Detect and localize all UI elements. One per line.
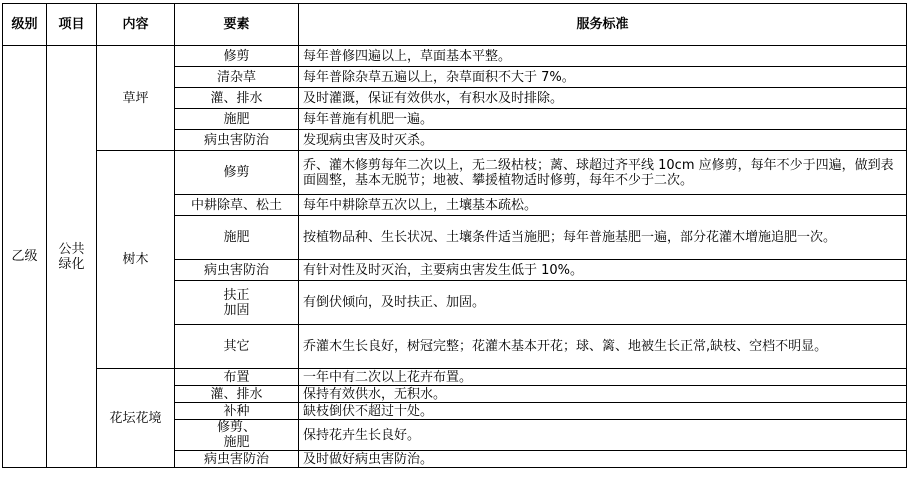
standard-cell: 每年普施有机肥一遍。 [299,109,907,130]
standard-cell: 一年中有二次以上花卉布置。 [299,369,907,386]
header-project: 项目 [47,4,97,46]
content-cell-flowerbed: 花坛花境 [97,369,175,468]
table-header-row [3,4,907,46]
content-cell-trees: 树木 [97,151,175,369]
standard-cell: 有针对性及时灭治，主要病虫害发生低于 10%。 [299,260,907,281]
standard-cell: 保持花卉生长良好。 [299,420,907,451]
element-cell: 病虫害防治 [175,260,299,281]
standard-cell: 有倒伏倾向，及时扶正、加固。 [299,281,907,325]
element-cell: 修剪 [175,151,299,195]
service-standard-table [2,3,907,468]
standard-cell: 发现病虫害及时灭杀。 [299,130,907,151]
standard-cell: 缺枝倒伏不超过十处。 [299,403,907,420]
table-row [3,46,907,67]
header-level: 级别 [3,4,47,46]
element-cell: 施肥 [175,216,299,260]
element-cell: 灌、排水 [175,386,299,403]
standard-cell: 及时灌溉，保证有效供水，有积水及时排除。 [299,88,907,109]
standard-cell: 及时做好病虫害防治。 [299,451,907,468]
level-cell: 乙级 [3,46,47,468]
standard-cell: 每年普除杂草五遍以上，杂草面积不大于 7%。 [299,67,907,88]
element-cell: 中耕除草、松土 [175,195,299,216]
standard-cell: 保持有效供水，无积水。 [299,386,907,403]
standard-cell: 乔灌木生长良好，树冠完整；花灌木基本开花；球、篱、地被生长正常,缺枝、空档不明显。 [299,325,907,369]
element-cell: 扶正 加固 [175,281,299,325]
element-cell: 施肥 [175,109,299,130]
element-cell: 修剪、 施肥 [175,420,299,451]
table-row [3,151,907,195]
element-cell: 病虫害防治 [175,451,299,468]
header-content: 内容 [97,4,175,46]
header-element: 要素 [175,4,299,46]
project-cell: 公共 绿化 [47,46,97,468]
table-row [3,369,907,386]
element-cell: 修剪 [175,46,299,67]
element-cell: 布置 [175,369,299,386]
standard-cell: 每年中耕除草五次以上，土壤基本疏松。 [299,195,907,216]
element-cell: 病虫害防治 [175,130,299,151]
element-cell: 灌、排水 [175,88,299,109]
header-standard: 服务标准 [299,4,907,46]
standard-cell: 按植物品种、生长状况、土壤条件适当施肥；每年普施基肥一遍，部分花灌木增施追肥一次。 [299,216,907,260]
element-cell: 清杂草 [175,67,299,88]
content-cell-lawn: 草坪 [97,46,175,151]
element-cell: 补种 [175,403,299,420]
standard-cell: 乔、灌木修剪每年二次以上，无二级枯枝；蓠、球超过齐平线 10cm 应修剪，每年不少于四遍，做到表面圆整，基本无脱节；地被、攀援植物适时修剪，每年不少于二次。 [299,151,907,195]
standard-cell: 每年普修四遍以上，草面基本平整。 [299,46,907,67]
element-cell: 其它 [175,325,299,369]
